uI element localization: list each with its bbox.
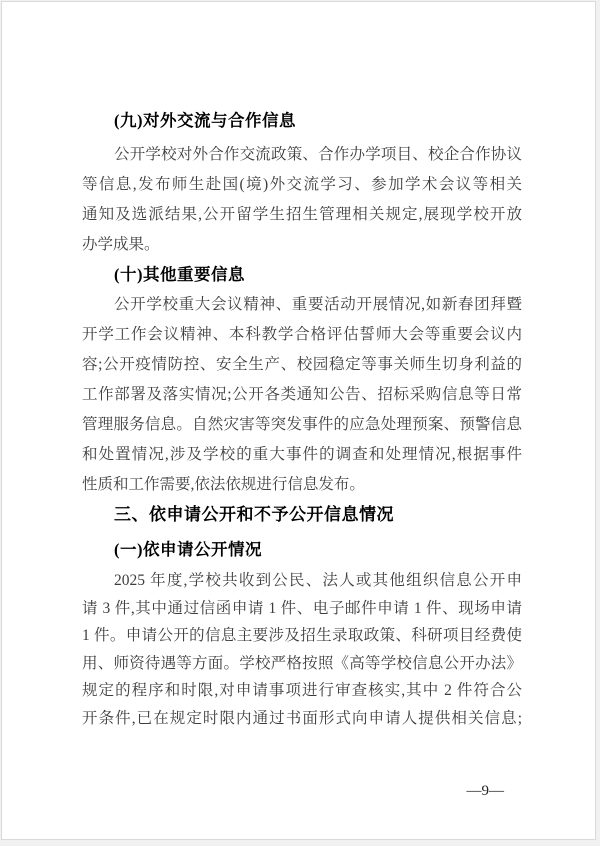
text-line: 规定的程序和时限,对申请事项进行审查核实,其中 2 件符合公 bbox=[82, 682, 522, 699]
text-line: 通知及选派结果,公开留学生招生管理相关规定,展现学校开放 bbox=[82, 206, 522, 223]
section-9-heading: (九)对外交流与合作信息 bbox=[114, 111, 296, 130]
text-line: 性质和工作需要,依法依规进行信息发布。 bbox=[82, 476, 365, 493]
part-3-section-1-heading: (一)依申请公开情况 bbox=[114, 540, 262, 559]
text-line: 工作部署及落实情况;公开各类通知公告、招标采购信息等日常 bbox=[82, 386, 522, 403]
text-line: 开学工作会议精神、本科教学合格评估誓师大会等重要会议内 bbox=[82, 326, 522, 343]
text-line: 管理服务信息。自然灾害等突发事件的应急处理预案、预警信息 bbox=[82, 416, 522, 433]
part-3-heading: 三、依申请公开和不予公开信息情况 bbox=[114, 505, 394, 524]
text-line: 公开学校重大会议精神、重要活动开展情况,如新春团拜暨 bbox=[114, 296, 522, 313]
text-line: 请 3 件,其中通过信函申请 1 件、电子邮件申请 1 件、现场申请 bbox=[82, 599, 522, 617]
section-9-paragraph bbox=[82, 140, 522, 260]
text-line: 开条件,已在规定时限内通过书面形式向申请人提供相关信息; bbox=[82, 709, 522, 727]
part-3-section-1-paragraph bbox=[82, 567, 522, 732]
text-line: 办学成果。 bbox=[82, 236, 160, 253]
section-10-heading: (十)其他重要信息 bbox=[114, 265, 245, 284]
section-10-paragraph bbox=[82, 290, 522, 500]
document-page bbox=[1, 1, 596, 840]
text-line: 1 件。申请公开的信息主要涉及招生录取政策、科研项目经费使 bbox=[82, 627, 522, 644]
text-line: 容;公开疫情防控、安全生产、校园稳定等事关师生切身利益的 bbox=[82, 356, 522, 373]
document-content bbox=[82, 106, 522, 732]
text-line: 2025 年度,学校共收到公民、法人或其他组织信息公开申 bbox=[114, 572, 522, 589]
text-line: 等信息,发布师生赴国(境)外交流学习、参加学术会议等相关 bbox=[82, 176, 522, 193]
text-line: 用、师资待遇等方面。学校严格按照《高等学校信息公开办法》 bbox=[82, 654, 522, 672]
text-line: 公开学校对外合作交流政策、合作办学项目、校企合作协议 bbox=[114, 146, 522, 163]
page-number: —9— bbox=[466, 783, 504, 799]
text-line: 和处置情况,涉及学校的重大事件的调查和处理情况,根据事件 bbox=[82, 446, 522, 463]
